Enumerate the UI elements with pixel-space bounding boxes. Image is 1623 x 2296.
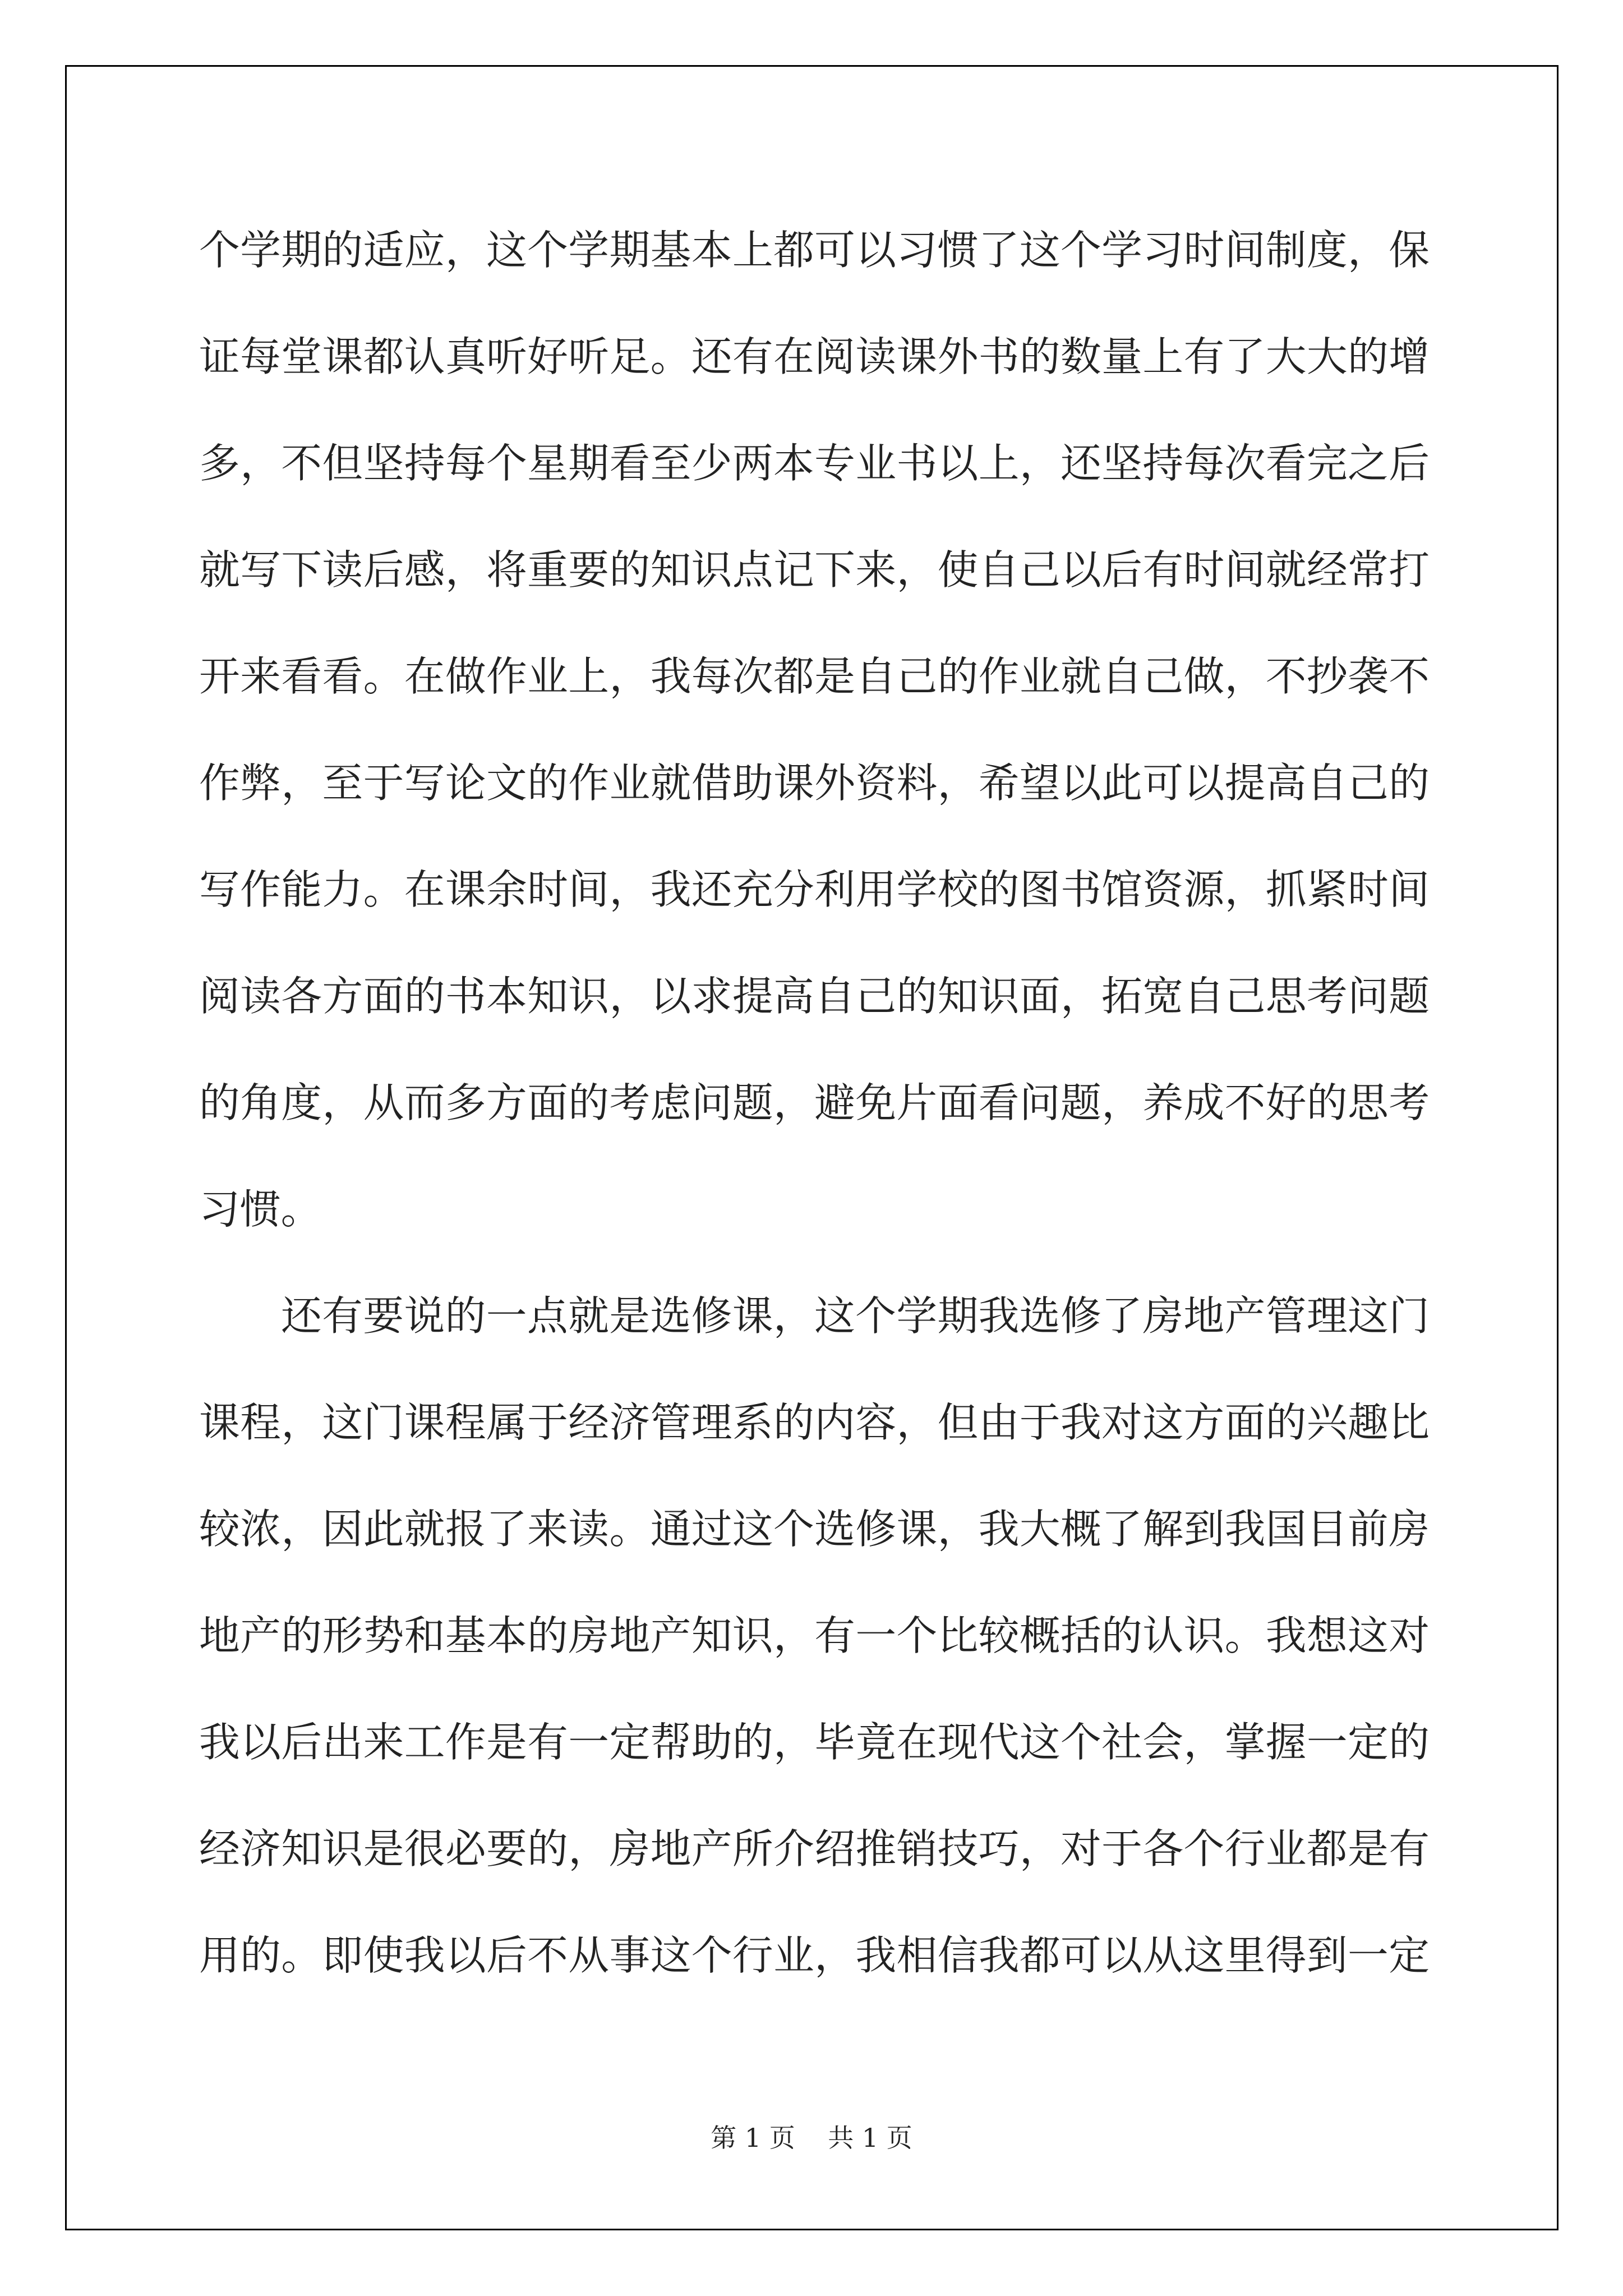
- text-line: 经济知识是很必要的，房地产所介绍推销技巧，对于各个行业都是有: [199, 1825, 1430, 1873]
- text-line: 课程，这门课程属于经济管理系的内容，但由于我对这方面的兴趣比: [199, 1399, 1430, 1447]
- text-line: 多，不但坚持每个星期看至少两本专业书以上，还坚持每次看完之后: [199, 440, 1430, 487]
- text-line: 写作能力。在课余时间，我还充分利用学校的图书馆资源，抓紧时间: [199, 866, 1430, 914]
- text-line: 证每堂课都认真听好听足。还有在阅读课外书的数量上有了大大的增: [199, 333, 1430, 381]
- text-line: 我以后出来工作是有一定帮助的，毕竟在现代这个社会，掌握一定的: [199, 1719, 1430, 1766]
- text-line: 用的。即使我以后不从事这个行业，我相信我都可以从这里得到一定: [199, 1932, 1430, 1980]
- text-line: 就写下读后感，将重要的知识点记下来，使自己以后有时间就经常打: [199, 546, 1430, 594]
- text-line: 还有要说的一点就是选修课，这个学期我选修了房地产管理这门: [281, 1292, 1430, 1340]
- text-line: 的角度，从而多方面的考虑问题，避免片面看问题，养成不好的思考: [199, 1079, 1430, 1127]
- page-number-footer: 第 1 页 共 1 页: [711, 2123, 912, 2153]
- text-line: 阅读各方面的书本知识，以求提高自己的知识面，拓宽自己思考问题: [199, 973, 1430, 1020]
- text-line: 习惯。: [199, 1186, 322, 1234]
- text-line: 地产的形势和基本的房地产知识，有一个比较概括的认识。我想这对: [199, 1612, 1430, 1660]
- text-line: 较浓，因此就报了来读。通过这个选修课，我大概了解到我国目前房: [199, 1506, 1430, 1553]
- text-line: 开来看看。在做作业上，我每次都是自己的作业就自己做，不抄袭不: [199, 653, 1430, 701]
- text-line: 作弊，至于写论文的作业就借助课外资料，希望以此可以提高自己的: [199, 760, 1430, 807]
- document-body: [199, 197, 1430, 2009]
- text-line: 个学期的适应，这个学期基本上都可以习惯了这个学习时间制度，保: [199, 227, 1430, 274]
